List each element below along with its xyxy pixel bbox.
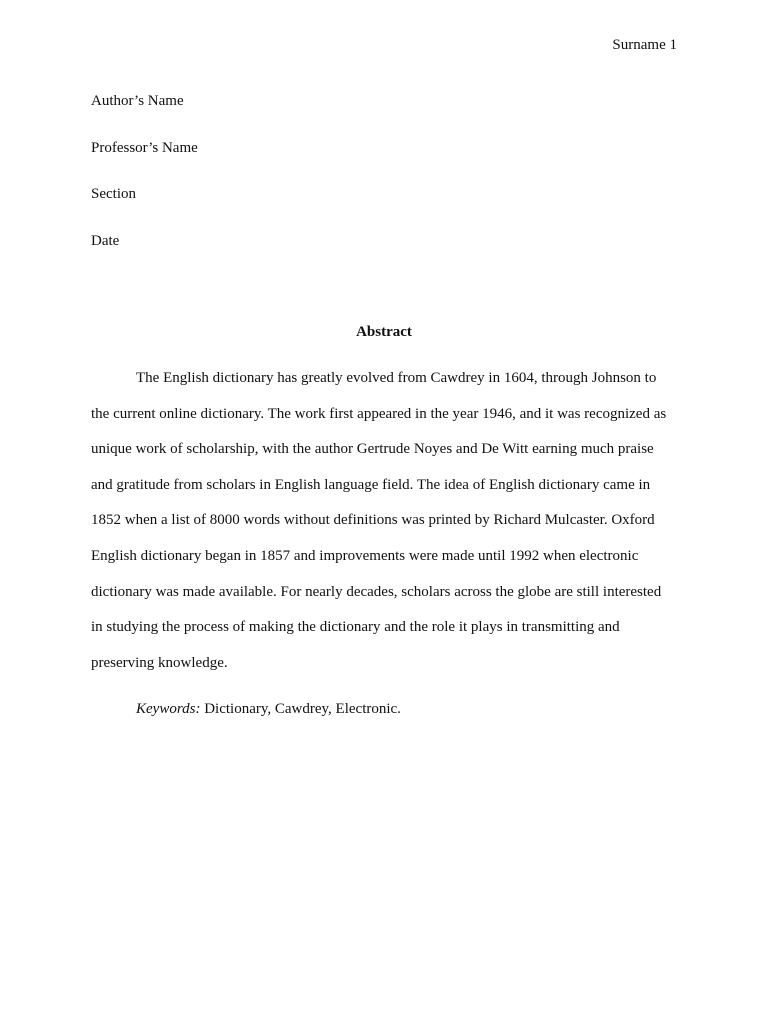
abstract-title: Abstract xyxy=(356,324,412,340)
abstract-line: 1852 when a list of 8000 words without definitions was printed by Richard Mulcaster. Oxford xyxy=(91,512,655,529)
abstract-line: unique work of scholarship, with the author Gertrude Noyes and De Witt earning much praise xyxy=(91,441,654,458)
professor-name: Professor’s Name xyxy=(91,139,198,156)
author-name: Author’s Name xyxy=(91,93,184,109)
keywords-line xyxy=(136,700,401,718)
keywords-label: Keywords: xyxy=(136,701,201,717)
keywords-value: Dictionary, Cawdrey, Electronic. xyxy=(200,701,401,717)
abstract-line: The English dictionary has greatly evolved from Cawdrey in 1604, through Johnson to xyxy=(136,370,657,386)
abstract-line: dictionary was made available. For nearly decades, scholars across the globe are still interested xyxy=(91,583,662,600)
abstract-line: in studying the process of making the dictionary and the role it plays in transmitting and xyxy=(91,619,620,636)
abstract-line: the current online dictionary. The work first appeared in the year 1946, and it was recognized as xyxy=(91,405,667,422)
date: Date xyxy=(91,232,120,249)
running-head: Surname 1 xyxy=(612,37,677,53)
abstract-line: English dictionary began in 1857 and improvements were made until 1992 when electronic xyxy=(91,547,639,564)
abstract-line: and gratitude from scholars in English language field. The idea of English dictionary came in xyxy=(91,476,651,493)
abstract-line: preserving knowledge. xyxy=(91,654,228,671)
section: Section xyxy=(91,186,136,202)
mla-heading-block xyxy=(91,92,198,278)
abstract-paragraph xyxy=(91,369,681,689)
